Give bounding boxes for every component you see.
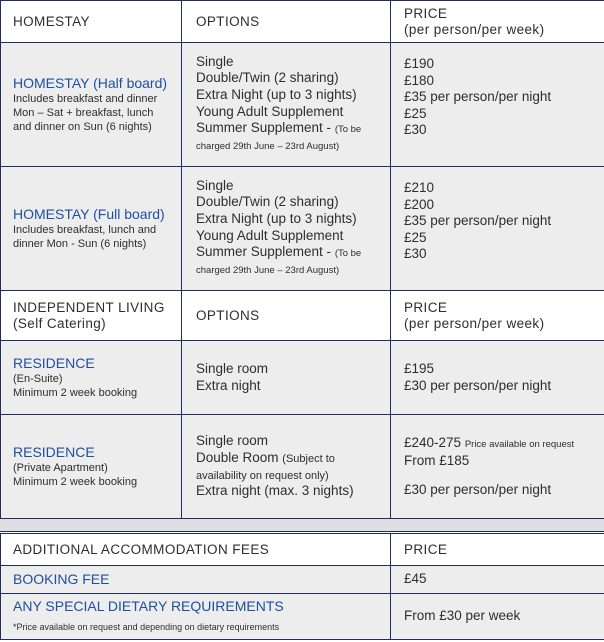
option-item: Single room bbox=[196, 433, 269, 449]
row-subtitle: (En-Suite) bbox=[13, 372, 63, 385]
option-note: charged 29th June – 23rd August) bbox=[196, 140, 340, 152]
residence-apartment-cell bbox=[1, 415, 182, 519]
option-item: Extra Night (up to 3 nights) bbox=[196, 210, 357, 226]
booking-fee-label: BOOKING FEE bbox=[1, 566, 391, 594]
homestay-header-row bbox=[1, 1, 604, 43]
residence-apartment-row bbox=[1, 415, 604, 519]
row-description: Minimum 2 week booking bbox=[13, 475, 138, 488]
independent-header-row bbox=[1, 291, 604, 341]
residence-ensuite-cell bbox=[1, 341, 182, 415]
options-cell bbox=[182, 341, 391, 415]
price-item: £240-275 Price available on request bbox=[404, 434, 575, 450]
options-cell bbox=[182, 415, 391, 519]
option-item: Single bbox=[196, 53, 234, 69]
dietary-requirements-price: From £30 per week bbox=[391, 594, 604, 640]
row-description: Includes breakfast and dinner Mon – Sat + breakfast, lunch and dinner on Sun (6 nights) bbox=[13, 92, 158, 133]
row-title: ANY SPECIAL DIETARY REQUIREMENTS bbox=[13, 597, 284, 614]
independent-living-header: INDEPENDENT LIVING (Self Catering) bbox=[1, 291, 182, 341]
options-cell bbox=[182, 43, 391, 167]
section-separator bbox=[0, 518, 604, 532]
row-title: RESIDENCE bbox=[13, 444, 95, 461]
price-item: From £185 bbox=[404, 453, 470, 469]
row-title: HOMESTAY (Half board) bbox=[13, 75, 168, 92]
price-item: £195 bbox=[404, 360, 435, 376]
option-item: Young Adult Supplement bbox=[196, 103, 344, 119]
option-item: Extra Night (up to 3 nights) bbox=[196, 86, 357, 102]
option-item: Single room bbox=[196, 360, 269, 376]
option-item: Double/Twin (2 sharing) bbox=[196, 70, 339, 86]
row-description: Minimum 2 week booking bbox=[13, 386, 138, 399]
price-item: £30 per person/per night bbox=[404, 377, 552, 393]
price-item: £35 per person/per night bbox=[404, 89, 552, 105]
options-header: OPTIONS bbox=[182, 291, 391, 341]
homestay-full-board-row bbox=[1, 167, 604, 291]
booking-fee-row bbox=[1, 566, 604, 594]
homestay-half-board-cell bbox=[1, 43, 182, 167]
price-item: £35 per person/per night bbox=[404, 213, 552, 229]
residence-ensuite-row bbox=[1, 341, 604, 415]
prices-cell bbox=[391, 167, 604, 291]
option-item: Single bbox=[196, 177, 234, 193]
additional-fees-table bbox=[0, 533, 604, 640]
price-header: PRICE bbox=[391, 534, 604, 566]
dietary-requirements-cell bbox=[1, 594, 391, 640]
footnote: *Price available on request and depending on dietary requirements bbox=[13, 621, 280, 632]
option-item: Extra night (max. 3 nights) bbox=[196, 483, 354, 499]
row-title: RESIDENCE bbox=[13, 355, 95, 372]
prices-cell bbox=[391, 43, 604, 167]
price-item: £190 bbox=[404, 56, 435, 71]
price-item: £180 bbox=[404, 72, 435, 88]
price-header: PRICE (per person/per week) bbox=[391, 291, 604, 341]
price-item: £30 per person/per night bbox=[404, 481, 552, 497]
prices-cell bbox=[391, 341, 604, 415]
option-item: Summer Supplement - (To be bbox=[196, 244, 362, 260]
additional-fees-header: ADDITIONAL ACCOMMODATION FEES bbox=[1, 534, 391, 566]
prices-cell bbox=[391, 415, 604, 519]
price-item: £30 bbox=[404, 122, 427, 138]
booking-fee-price: £45 bbox=[391, 566, 604, 594]
option-item: Double/Twin (2 sharing) bbox=[196, 194, 339, 210]
price-item: £25 bbox=[404, 105, 427, 121]
options-cell bbox=[182, 167, 391, 291]
price-item: £200 bbox=[404, 196, 435, 212]
dietary-requirements-row bbox=[1, 594, 604, 640]
options-header: OPTIONS bbox=[182, 1, 391, 43]
price-item: £25 bbox=[404, 229, 427, 245]
option-item: Summer Supplement - (To be bbox=[196, 120, 362, 136]
row-subtitle: (Private Apartment) bbox=[13, 461, 108, 474]
row-description: Includes breakfast, lunch and dinner Mon - Sun (6 nights) bbox=[13, 223, 157, 250]
option-note: charged 29th June – 23rd August) bbox=[196, 264, 340, 276]
option-item: Double Room (Subject to availability on request only) bbox=[196, 449, 335, 482]
price-item: £210 bbox=[404, 180, 435, 195]
homestay-half-board-row bbox=[1, 43, 604, 167]
price-item: £30 bbox=[404, 246, 427, 262]
option-item: Extra night bbox=[196, 377, 261, 393]
homestay-header: HOMESTAY bbox=[1, 1, 182, 43]
price-header: PRICE (per person/per week) bbox=[391, 1, 604, 43]
homestay-full-board-cell bbox=[1, 167, 182, 291]
option-item: Young Adult Supplement bbox=[196, 227, 344, 243]
fees-header-row bbox=[1, 534, 604, 566]
row-title: HOMESTAY (Full board) bbox=[13, 206, 165, 223]
